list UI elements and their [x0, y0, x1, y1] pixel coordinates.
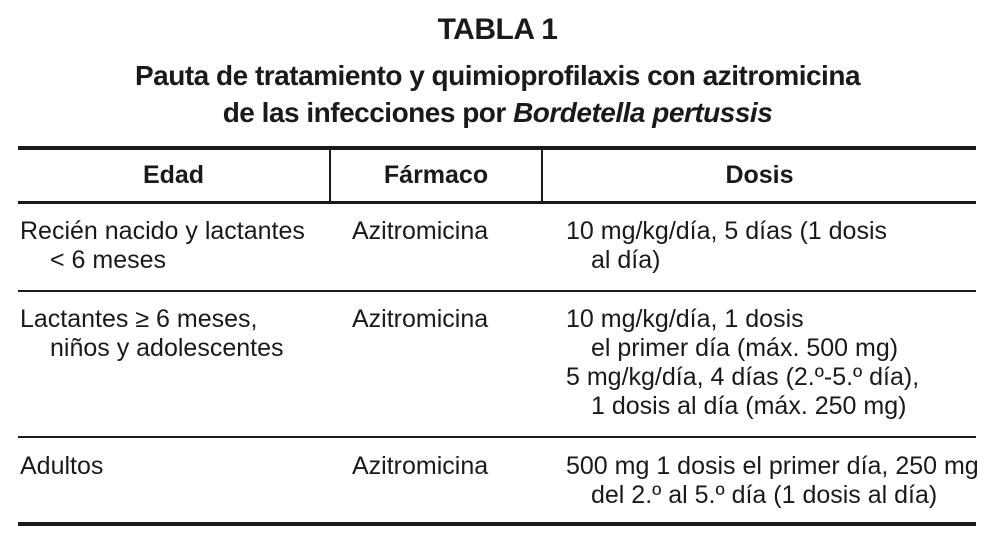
- row-2-edad-line-1: Lactantes ≥ 6 meses,: [20, 305, 258, 333]
- row-1-farmaco: Azitromicina: [352, 217, 489, 245]
- row-1-edad-line-2: < 6 meses: [50, 246, 167, 274]
- row-3-edad-line-1: Adultos: [20, 452, 104, 480]
- row-2-edad: [20, 305, 283, 363]
- row-2-dosis: [566, 305, 919, 421]
- table-number: TABLA 1: [437, 13, 558, 46]
- row-2-farmaco: Azitromicina: [352, 305, 489, 333]
- row-3-edad: [20, 452, 103, 481]
- row-2-dosis-line-4: 1 dosis al día (máx. 250 mg): [591, 392, 907, 420]
- row-1-dosis-line-2: al día): [591, 246, 661, 274]
- table-bottom-rule: [18, 522, 976, 526]
- row-1-edad: [20, 217, 305, 275]
- row-1-edad-line-1: Recién nacido y lactantes: [20, 217, 305, 245]
- table-title-organism: Bordetella pertussis: [513, 97, 773, 128]
- header-farmaco: Fármaco: [383, 161, 489, 189]
- row-1-dosis-line-1: 10 mg/kg/día, 5 días (1 dosis: [566, 217, 888, 245]
- header-edad: Edad: [142, 161, 205, 189]
- row-3-farmaco: Azitromicina: [352, 452, 489, 480]
- row-2-separator: [18, 436, 976, 438]
- table-title-line-2: [0, 97, 995, 129]
- row-2-edad-line-2: niños y adolescentes: [50, 334, 284, 362]
- row-3-dosis-line-2: del 2.º al 5.º día (1 dosis al día): [591, 481, 938, 509]
- header-dosis: Dosis: [725, 161, 794, 189]
- table-title-line-2-plain: de las infecciones por: [222, 97, 514, 128]
- header-bottom-rule: [18, 201, 976, 204]
- row-2-dosis-line-1: 10 mg/kg/día, 1 dosis: [566, 305, 804, 333]
- table-top-rule: [18, 146, 976, 150]
- row-3-dosis: [566, 452, 979, 510]
- table-title-line-1: Pauta de tratamiento y quimioprofilaxis con azitromicina: [134, 60, 861, 91]
- row-2-dosis-line-3: 5 mg/kg/día, 4 días (2.º-5.º día),: [566, 363, 920, 391]
- row-1-dosis: [566, 217, 887, 275]
- row-1-separator: [18, 290, 976, 292]
- row-3-dosis-line-1: 500 mg 1 dosis el primer día, 250 mg: [566, 452, 979, 480]
- row-2-dosis-line-2: el primer día (máx. 500 mg): [591, 334, 899, 362]
